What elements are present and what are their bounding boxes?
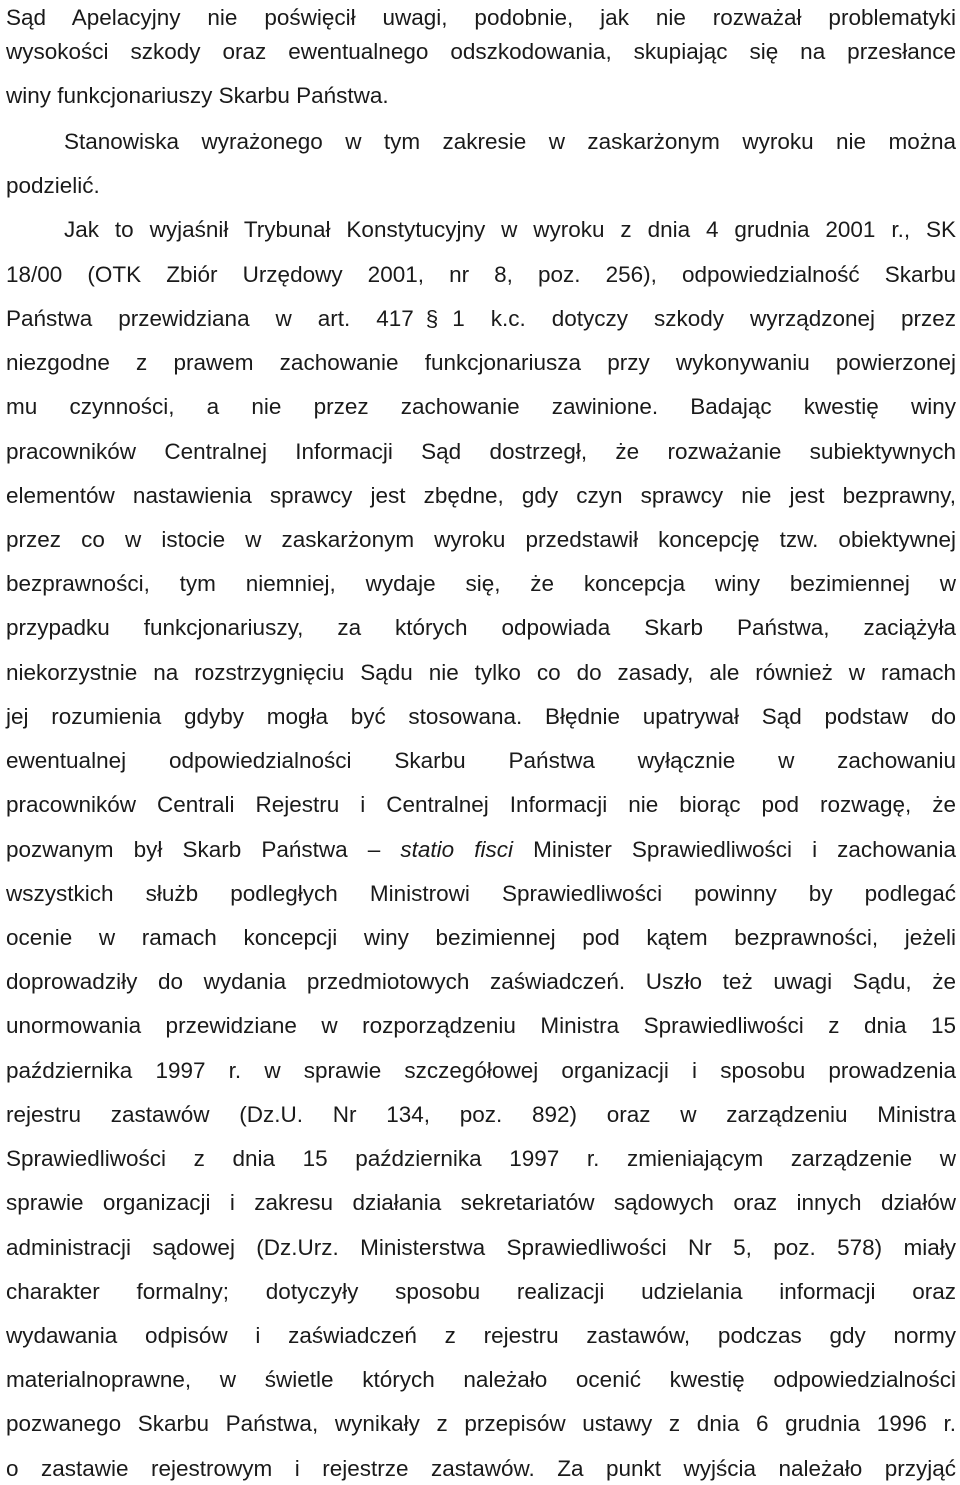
text-line: wydawania odpisów i zaświadczeń z rejestru zastawów, podczas gdy normy xyxy=(6,1323,956,1348)
text-line xyxy=(6,303,956,335)
text-line: przypadku funkcjonariuszy, za których odpowiada Skarb Państwa, zaciążyła xyxy=(6,615,956,640)
text-line: niezgodne z prawem zachowanie funkcjonariusza przy wykonywaniu powierzonej xyxy=(6,350,956,375)
text-segment: 1 k.c. dotyczy szkody wyrządzonej przez xyxy=(452,306,957,331)
text-line: Stanowiska wyrażonego w tym zakresie w zaskarżonym wyroku nie można xyxy=(64,129,956,154)
italic-term: statio fisci xyxy=(400,837,513,862)
text-line: 18/00 (OTK Zbiór Urzędowy 2001, nr 8, poz. 256), odpowiedzialność Skarbu xyxy=(6,262,956,287)
text-segment: pozwanym był Skarb Państwa – xyxy=(6,837,381,862)
text-line: o zastawie rejestrowym i rejestrze zastawów. Za punkt wyjścia należało przyjąć xyxy=(6,1456,956,1481)
text-line: wszystkich służb podległych Ministrowi Sprawiedliwości powinny by podlegać xyxy=(6,881,956,906)
text-line: pracowników Centrali Rejestru i Centralnej Informacji nie biorąc pod rozwagę, że xyxy=(6,792,956,817)
text-line: ewentualnej odpowiedzialności Skarbu Państwa wyłącznie w zachowaniu xyxy=(6,748,956,773)
text-line: wysokości szkody oraz ewentualnego odszkodowania, skupiając się na przesłance xyxy=(6,39,956,64)
text-line: pracowników Centralnej Informacji Sąd dostrzegł, że rozważanie subiektywnych xyxy=(6,439,956,464)
text-line: unormowania przewidziane w rozporządzeniu Ministra Sprawiedliwości z dnia 15 xyxy=(6,1013,956,1038)
text-line: charakter formalny; dotyczyły sposobu realizacji udzielania informacji oraz xyxy=(6,1279,956,1304)
text-line: niekorzystnie na rozstrzygnięciu Sądu nie tylko co do zasady, ale również w ramach xyxy=(6,660,956,685)
text-line: przez co w istocie w zaskarżonym wyroku przedstawił koncepcję tzw. obiektywnej xyxy=(6,527,956,552)
text-line: elementów nastawienia sprawcy jest zbędne, gdy czyn sprawcy nie jest bezprawny, xyxy=(6,483,956,508)
text-line: rejestru zastawów (Dz.U. Nr 134, poz. 892) oraz w zarządzeniu Ministra xyxy=(6,1102,956,1127)
text-line: materialnoprawne, w świetle których należało ocenić kwestię odpowiedzialności xyxy=(6,1367,956,1392)
text-line: winy funkcjonariuszy Skarbu Państwa. xyxy=(6,83,389,108)
text-segment: Minister Sprawiedliwości i zachowania xyxy=(533,837,956,862)
text-line: ocenie w ramach koncepcji winy bezimiennej pod kątem bezprawności, jeżeli xyxy=(6,925,956,950)
text-line: bezprawności, tym niemniej, wydaje się, że koncepcja winy bezimiennej w xyxy=(6,571,956,596)
text-line: Sprawiedliwości z dnia 15 października 1997 r. zmieniającym zarządzenie w xyxy=(6,1146,956,1171)
text-line: października 1997 r. w sprawie szczegółowej organizacji i sposobu prowadzenia xyxy=(6,1058,956,1083)
text-line: Jak to wyjaśnił Trybunał Konstytucyjny w wyroku z dnia 4 grudnia 2001 r., SK xyxy=(64,217,956,242)
text-line: sprawie organizacji i zakresu działania sekretariatów sądowych oraz innych działów xyxy=(6,1190,956,1215)
text-line: jej rozumienia gdyby mogła być stosowana. Błędnie upatrywał Sąd podstaw do xyxy=(6,704,956,729)
text-line: doprowadziły do wydania przedmiotowych zaświadczeń. Uszło też uwagi Sądu, że xyxy=(6,969,956,994)
text-line: administracji sądowej (Dz.Urz. Ministerstwa Sprawiedliwości Nr 5, poz. 578) miały xyxy=(6,1235,956,1260)
section-sign: § xyxy=(425,306,439,331)
text-line: podzielić. xyxy=(6,173,100,198)
text-line: Sąd Apelacyjny nie poświęcił uwagi, podobnie, jak nie rozważał problematyki xyxy=(6,5,956,30)
text-segment: Państwa przewidziana w art. 417 xyxy=(6,306,414,331)
text-line xyxy=(6,834,956,866)
text-line: mu czynności, a nie przez zachowanie zawinione. Badając kwestię winy xyxy=(6,394,956,419)
text-line: pozwanego Skarbu Państwa, wynikały z przepisów ustawy z dnia 6 grudnia 1996 r. xyxy=(6,1411,956,1436)
